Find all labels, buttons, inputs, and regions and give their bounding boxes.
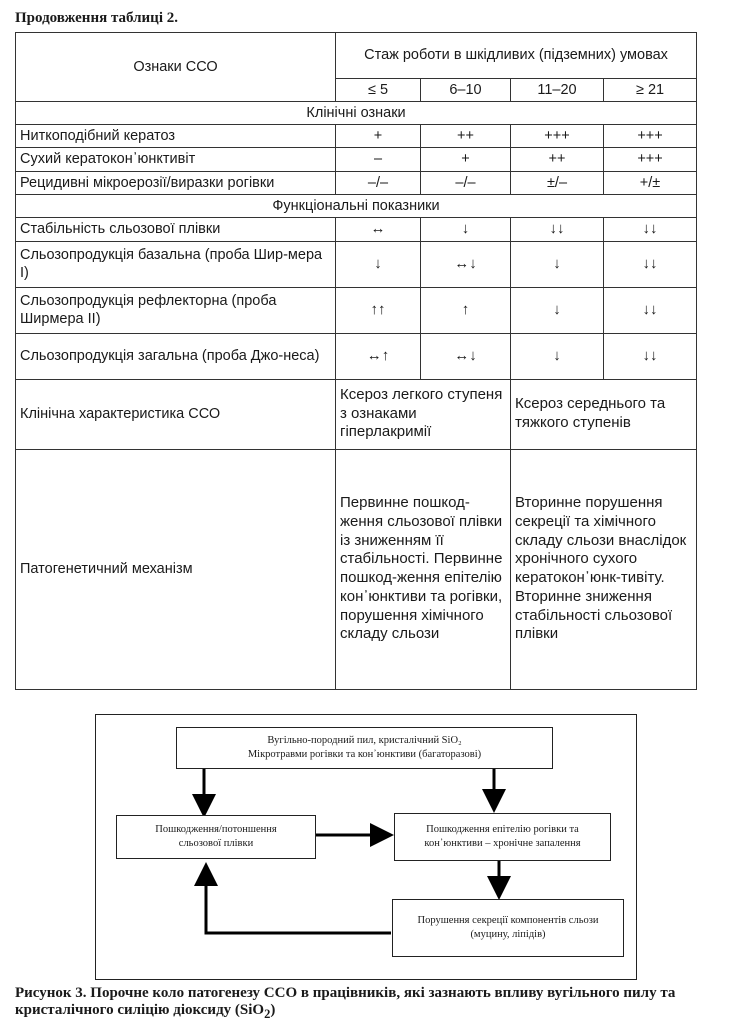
table-cell: –/– — [336, 171, 421, 194]
row-label: Клінічна характеристика ССО — [16, 379, 336, 449]
table-cell: ↑ — [421, 287, 511, 333]
table-row — [16, 449, 697, 689]
diagram-box-left — [116, 815, 316, 859]
row-label: Стабільність сльозової плівки — [16, 217, 336, 241]
table-row — [16, 287, 697, 333]
table-cell: ↔↓ — [421, 333, 511, 379]
table-cell: ↔↑ — [336, 333, 421, 379]
clinical-characteristic-right: Ксероз середнього та тяжкого ступенів — [511, 379, 697, 449]
table-cell: + — [336, 125, 421, 148]
table-cell: – — [336, 148, 421, 171]
table-cell: ↓↓ — [511, 217, 604, 241]
table-cell: –/– — [421, 171, 511, 194]
table-row — [16, 171, 697, 194]
diagram-box-text: Порушення секреції компонентів сльози — [417, 915, 599, 927]
row-label: Сльозопродукція загальна (проба Джо-неса) — [16, 333, 336, 379]
table-cell: +++ — [604, 125, 697, 148]
section-header-functional: Функціональні показники — [16, 194, 697, 217]
row-label: Сльозопродукція базальна (проба Шир-мера I) — [16, 241, 336, 287]
diagram-box-text: Вугільно-породний пил, кристалічний SiO₂ — [267, 735, 462, 747]
table-row — [16, 125, 697, 148]
caption-text: Рисунок 3. Порочне коло патогенезу ССО в працівників, які зазнають впливу вугільного пилу та кристалічного силіцію діоксиду (SiO — [15, 985, 676, 1018]
table-cell: ↑↑ — [336, 287, 421, 333]
figure-caption — [15, 985, 725, 1023]
header-label: Ознаки ССО — [16, 33, 336, 102]
diagram-box-text: Пошкодження/потоншення — [155, 824, 277, 836]
row-label: Патогенетичний механізм — [16, 449, 336, 689]
section-header-clinical: Клінічні ознаки — [16, 102, 697, 125]
pathogenetic-left: Первинне пошкод-ження сльозової плівки із зниженням її стабільності. Первинне пошкод-ження епітелію кон᾽юнктиви та рогівки, порушення хімічного складу сльози — [336, 449, 511, 689]
table-row — [16, 217, 697, 241]
table-cell: + — [421, 148, 511, 171]
table-continuation-title: Продовження таблиці 2. — [15, 10, 178, 26]
table-row — [16, 148, 697, 171]
column-header: ≤ 5 — [336, 79, 421, 102]
table-cell: ↓ — [511, 287, 604, 333]
diagram-box-text: Пошкодження епітелію рогівки та — [426, 824, 579, 836]
diagram-box-text: (муцину, ліпідів) — [470, 929, 546, 940]
table-cell: ↓ — [336, 241, 421, 287]
diagram-box-text: Мікротравми рогівки та кон᾽юнктиви (багаторазові) — [247, 749, 482, 760]
caption-subscript: 2 — [264, 1007, 271, 1021]
caption-closing: ) — [270, 1002, 276, 1018]
arrow-bottom-to-left — [206, 865, 391, 933]
table-cell: ↓ — [421, 217, 511, 241]
table-cell: +++ — [511, 125, 604, 148]
diagram-box-text: сльозової плівки — [178, 838, 254, 849]
diagram-box-top — [176, 727, 553, 769]
table-cell: ↓↓ — [604, 287, 697, 333]
clinical-characteristic-left: Ксероз легкого ступеня з ознаками гіперлакримії — [336, 379, 511, 449]
pathogenetic-right: Вторинне порушення секреції та хімічного складу сльози внаслідок хронічного сухого кератокон᾽юнк-тивіту. Вторинне зниження стабільності сльозової плівки — [511, 449, 697, 689]
diagram-box-right — [394, 813, 611, 861]
table-cell: +/± — [604, 171, 697, 194]
row-label: Сльозопродукція рефлекторна (проба Ширмера II) — [16, 287, 336, 333]
table-cell: ±/– — [511, 171, 604, 194]
diagram-box-text: кон᾽юнктиви – хронічне запалення — [424, 838, 581, 849]
table-cell: ↓↓ — [604, 241, 697, 287]
pathogenesis-diagram — [95, 714, 637, 980]
row-label: Сухий кератокон᾽юнктивіт — [16, 148, 336, 171]
header-group: Стаж роботи в шкідливих (підземних) умовах — [336, 33, 697, 79]
column-header: 6–10 — [421, 79, 511, 102]
column-header: 11–20 — [511, 79, 604, 102]
table-row — [16, 379, 697, 449]
table-row — [16, 333, 697, 379]
table-cell: +++ — [604, 148, 697, 171]
symptoms-table — [15, 32, 697, 690]
table-cell: ++ — [421, 125, 511, 148]
table-cell: ↔ — [336, 217, 421, 241]
table-cell: ↔↓ — [421, 241, 511, 287]
table-row — [16, 241, 697, 287]
table-cell: ↓↓ — [604, 333, 697, 379]
row-label: Рецидивні мікроерозії/виразки рогівки — [16, 171, 336, 194]
table-cell: ↓↓ — [604, 217, 697, 241]
table-cell: ↓ — [511, 333, 604, 379]
table-cell: ++ — [511, 148, 604, 171]
diagram-box-bottom — [392, 899, 624, 957]
column-header: ≥ 21 — [604, 79, 697, 102]
table-cell: ↓ — [511, 241, 604, 287]
row-label: Ниткоподібний кератоз — [16, 125, 336, 148]
